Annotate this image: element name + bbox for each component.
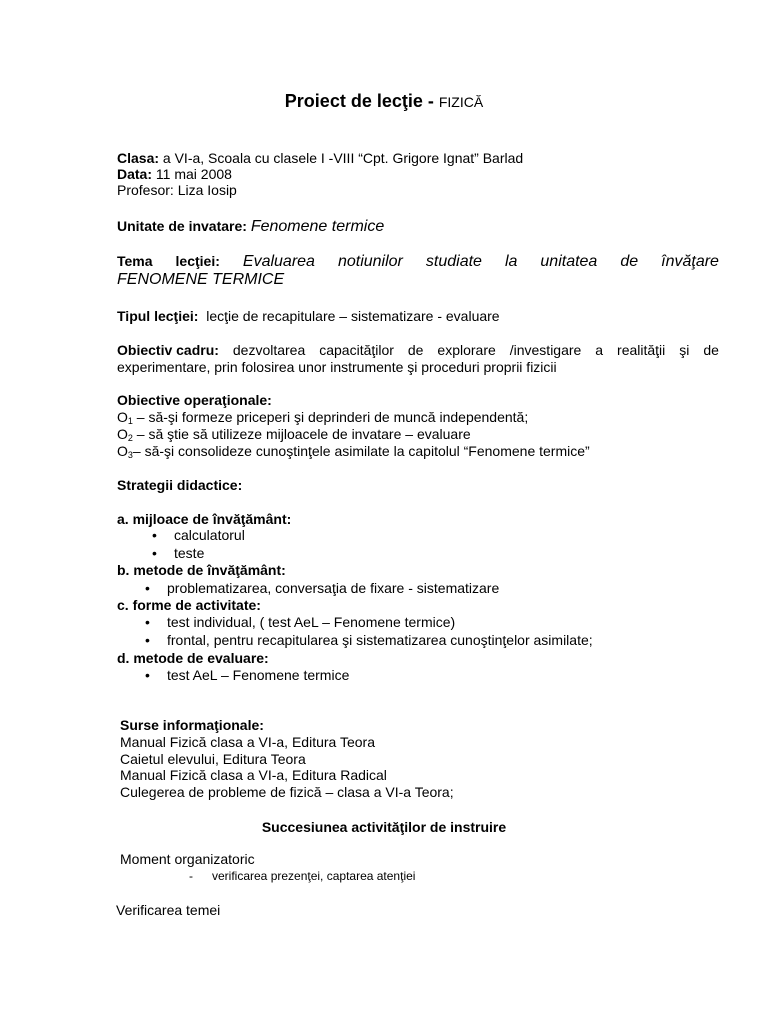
- clasa-line: [117, 150, 523, 167]
- bullet-icon: •: [145, 667, 150, 683]
- obiectiv-word: explorare: [437, 342, 496, 358]
- tema-value-word: notiunilor: [337, 253, 403, 270]
- list-item-text: test AeL – Fenomene termice: [167, 667, 350, 683]
- tema-value-word: învăţare: [661, 253, 719, 270]
- obiectiv-word: a: [595, 342, 604, 358]
- profesor-line: Profesor: Liza Iosip: [117, 182, 237, 198]
- data-value: 11 mai 2008: [152, 166, 232, 182]
- list-item-text: frontal, pentru recapitularea şi sistematizarea cunoştinţelor asimilate;: [167, 632, 593, 648]
- data-label: Data:: [117, 166, 153, 182]
- tema-value-word: de: [620, 253, 639, 270]
- obiectiv-text: – să-şi formeze priceperi şi deprinderi de muncă independentă;: [132, 409, 529, 425]
- list-item: [152, 545, 205, 562]
- obiectiv-cadru-line2: experimentare, prin folosirea unor instrumente şi proceduri proprii fizicii: [117, 359, 557, 375]
- tema-value-word: unitatea: [540, 253, 598, 270]
- list-item: [145, 580, 500, 597]
- title-subject: FIZICĂ: [438, 94, 484, 110]
- list-item: [145, 632, 593, 649]
- list-item: [152, 527, 245, 544]
- surse-item: Caietul elevului, Editura Teora: [120, 751, 306, 767]
- obiectiv-cadru-block: [117, 342, 719, 376]
- moment-item: verificarea prezenţei, captarea atenţiei: [212, 869, 416, 883]
- verificarea-temei: Verificarea temei: [116, 902, 221, 918]
- tema-block: [117, 253, 719, 290]
- tema-label-word: Tema: [117, 253, 153, 269]
- obiectiv-sub: 1: [127, 416, 133, 426]
- obiectiv-text: – să-şi consolideze cunoştinţele asimilate la capitolul “Fenomene termice”: [132, 443, 590, 459]
- list-item-text: calculatorul: [174, 527, 245, 543]
- list-item-text: teste: [174, 545, 205, 561]
- data-line: [117, 166, 232, 183]
- obiective-operationale-heading: Obiective operaţionale:: [117, 392, 272, 408]
- unitate-value: Fenomene termice: [250, 218, 385, 235]
- surse-item: Culegerea de probleme de fizică – clasa a VI-a Teora;: [120, 784, 454, 800]
- moment-dash: -: [189, 869, 193, 883]
- strategii-heading: Strategii didactice:: [117, 477, 243, 493]
- obiectiv-op-item: [117, 443, 590, 464]
- obiectiv-sub: 3: [127, 450, 133, 460]
- surse-heading: Surse informaţionale:: [120, 717, 264, 733]
- bullet-icon: •: [145, 580, 150, 596]
- bullet-icon: •: [152, 545, 157, 561]
- bullet-icon: •: [145, 614, 150, 630]
- obiectiv-text: – să ştie să utilizeze mijloacele de invatare – evaluare: [132, 426, 471, 442]
- succesiune-heading: Succesiunea activităţilor de instruire: [261, 819, 507, 835]
- page-title: [0, 90, 768, 113]
- list-item-text: problematizarea, conversaţia de fixare - sistematizare: [167, 580, 500, 596]
- bullet-icon: •: [145, 632, 150, 648]
- obiectiv-code: O: [117, 443, 128, 459]
- tipul-line: [117, 308, 500, 325]
- strategii-c-heading: c. forme de activitate:: [117, 597, 261, 613]
- list-item: [145, 667, 350, 684]
- list-item: [145, 614, 456, 631]
- strategii-d-heading: d. metode de evaluare:: [117, 650, 269, 666]
- title-main: Proiect de lecţie -: [284, 91, 439, 111]
- surse-item: Manual Fizică clasa a VI-a, Editura Radical: [120, 767, 387, 783]
- obiectiv-word: de: [407, 342, 424, 358]
- bullet-icon: •: [152, 527, 157, 543]
- obiectiv-sub: 2: [127, 433, 133, 443]
- surse-item: Manual Fizică clasa a VI-a, Editura Teora: [120, 734, 375, 750]
- obiectiv-word: /investigare: [509, 342, 582, 358]
- unitate-label: Unitate de invatare:: [117, 218, 247, 234]
- strategii-b-heading: b. metode de învăţământ:: [117, 562, 286, 578]
- obiectiv-word: dezvoltarea: [232, 342, 306, 358]
- obiectiv-code: O: [117, 409, 128, 425]
- tema-line2: FENOMENE TERMICE: [117, 271, 285, 288]
- obiectiv-cadru-line1: [117, 342, 719, 359]
- tema-value-word: studiate: [425, 253, 482, 270]
- tipul-label: Tipul lecţiei:: [117, 308, 199, 324]
- strategii-a-heading: a. mijloace de învăţământ:: [117, 511, 292, 527]
- obiectiv-word: realităţii: [617, 342, 666, 358]
- obiectiv-code: O: [117, 426, 128, 442]
- tema-value-word: la: [504, 253, 518, 270]
- obiectiv-word: capacităţilor: [319, 342, 394, 358]
- tema-label-word: lecţiei:: [175, 253, 220, 269]
- obiectiv-word: de: [703, 342, 719, 358]
- unitate-line: [117, 218, 384, 235]
- obiectiv-cadru-label: Obiectiv cadru:: [117, 342, 219, 358]
- list-item-text: test individual, ( test AeL – Fenomene termice): [167, 614, 456, 630]
- tema-line1: [117, 253, 719, 270]
- moment-organizatoric: Moment organizatoric: [120, 851, 255, 867]
- tipul-value: lecţie de recapitulare – sistematizare - evaluare: [206, 308, 500, 324]
- clasa-label: Clasa:: [117, 150, 160, 166]
- tema-value-word: Evaluarea: [242, 253, 315, 270]
- clasa-value: a VI-a, Scoala cu clasele I -VIII “Cpt. Grigore Ignat” Barlad: [159, 150, 524, 166]
- obiectiv-word: şi: [679, 342, 690, 358]
